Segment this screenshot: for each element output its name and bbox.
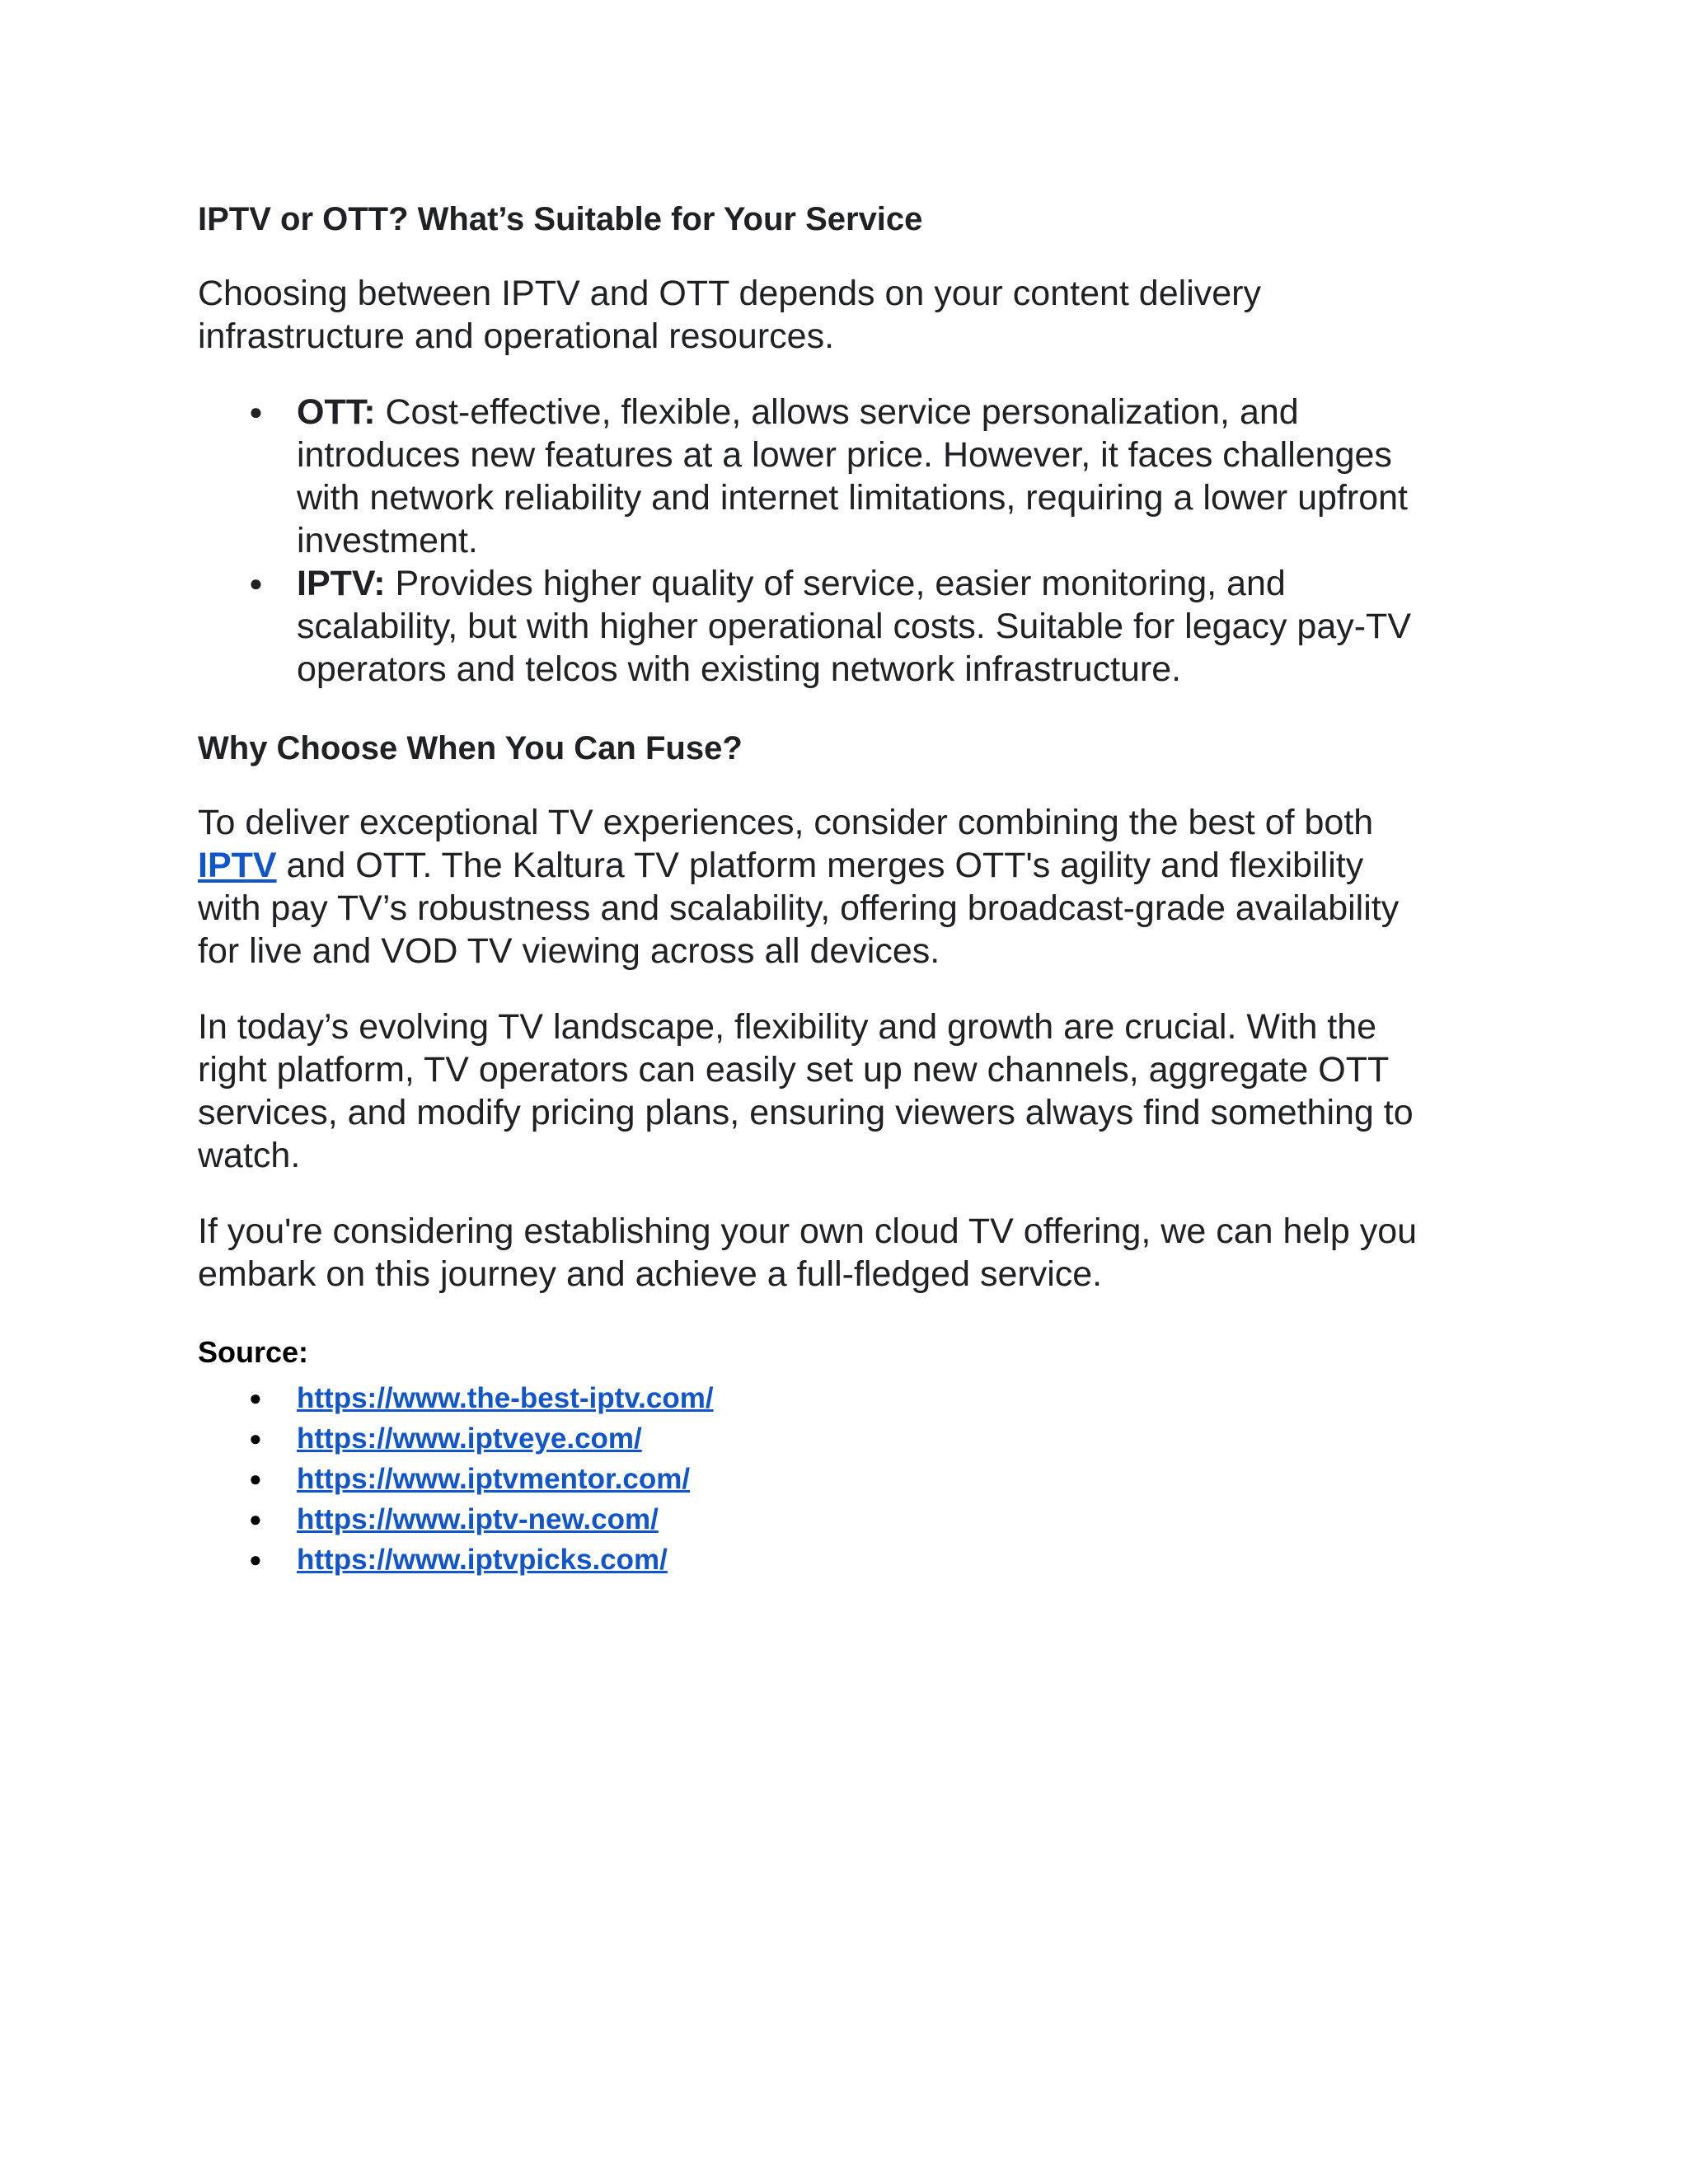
evolve-paragraph [198, 1005, 1500, 1177]
list-item [198, 1459, 714, 1499]
bullet-icon: ● [249, 1385, 262, 1410]
evolve-line-3: services, and modify pricing plans, ensuring viewers always find something to [198, 1093, 1414, 1132]
iptv-link[interactable]: IPTV [198, 846, 277, 885]
list-item [198, 1378, 714, 1418]
fuse-paragraph [198, 801, 1500, 972]
bullet-icon: ● [249, 1426, 262, 1451]
consider-line-2: embark on this journey and achieve a full-fledged service. [198, 1254, 1103, 1294]
intro-line-1: Choosing between IPTV and OTT depends on your content delivery [198, 274, 1261, 313]
list-item [198, 1540, 714, 1580]
evolve-line-4: watch. [198, 1136, 301, 1175]
list-item-ott [198, 391, 1500, 562]
bullet-icon: ● [249, 1466, 262, 1491]
bullet-icon: ● [249, 399, 263, 424]
source-link[interactable]: https://www.the-best-iptv.com/ [297, 1382, 714, 1414]
source-link[interactable]: https://www.iptvmentor.com/ [297, 1463, 691, 1495]
ott-line-2: introduces new features at a lower price. However, it faces challenges [297, 435, 1392, 475]
list-item [198, 1418, 714, 1459]
fuse-line-3: with pay TV’s robustness and scalability, offering broadcast-grade availability [198, 888, 1400, 928]
ott-label: OTT: [297, 392, 376, 432]
comparison-list [198, 391, 1500, 691]
fuse-line-4: for live and VOD TV viewing across all devices. [198, 931, 940, 971]
bullet-icon: ● [249, 570, 263, 596]
source-link[interactable]: https://www.iptveye.com/ [297, 1422, 642, 1455]
fuse-heading: Why Choose When You Can Fuse? [198, 730, 743, 766]
list-item-iptv [198, 562, 1500, 691]
iptv-label: IPTV: [297, 564, 386, 603]
fuse-line-2: and OTT. The Kaltura TV platform merges OTT's agility and flexibility [276, 846, 1364, 885]
fuse-line-1: To deliver exceptional TV experiences, consider combining the best of both [198, 803, 1374, 842]
source-link[interactable]: https://www.iptvpicks.com/ [297, 1544, 668, 1576]
bullet-icon: ● [249, 1507, 262, 1531]
source-link[interactable]: https://www.iptv-new.com/ [297, 1503, 659, 1535]
page-title: IPTV or OTT? What’s Suitable for Your Service [198, 201, 923, 237]
bullet-icon: ● [249, 1547, 262, 1572]
ott-line-4: investment. [297, 521, 478, 560]
consider-line-1: If you're considering establishing your own cloud TV offering, we can help you [198, 1212, 1418, 1251]
source-list [198, 1378, 714, 1580]
evolve-line-2: right platform, TV operators can easily set up new channels, aggregate OTT [198, 1050, 1390, 1090]
intro-line-2: infrastructure and operational resources. [198, 316, 835, 356]
ott-line-1: Cost-effective, flexible, allows service personalization, and [375, 392, 1299, 432]
iptv-line-2: scalability, but with higher operational costs. Suitable for legacy pay-TV [297, 607, 1412, 646]
list-item [198, 1499, 714, 1540]
intro-paragraph [198, 272, 1500, 358]
iptv-line-3: operators and telcos with existing network infrastructure. [297, 649, 1182, 689]
source-label: Source: [198, 1335, 309, 1369]
consider-paragraph [198, 1210, 1500, 1296]
ott-line-3: with network reliability and internet limitations, requiring a lower upfront [297, 478, 1408, 518]
iptv-line-1: Provides higher quality of service, easier monitoring, and [385, 564, 1286, 603]
evolve-line-1: In today’s evolving TV landscape, flexibility and growth are crucial. With the [198, 1007, 1377, 1047]
